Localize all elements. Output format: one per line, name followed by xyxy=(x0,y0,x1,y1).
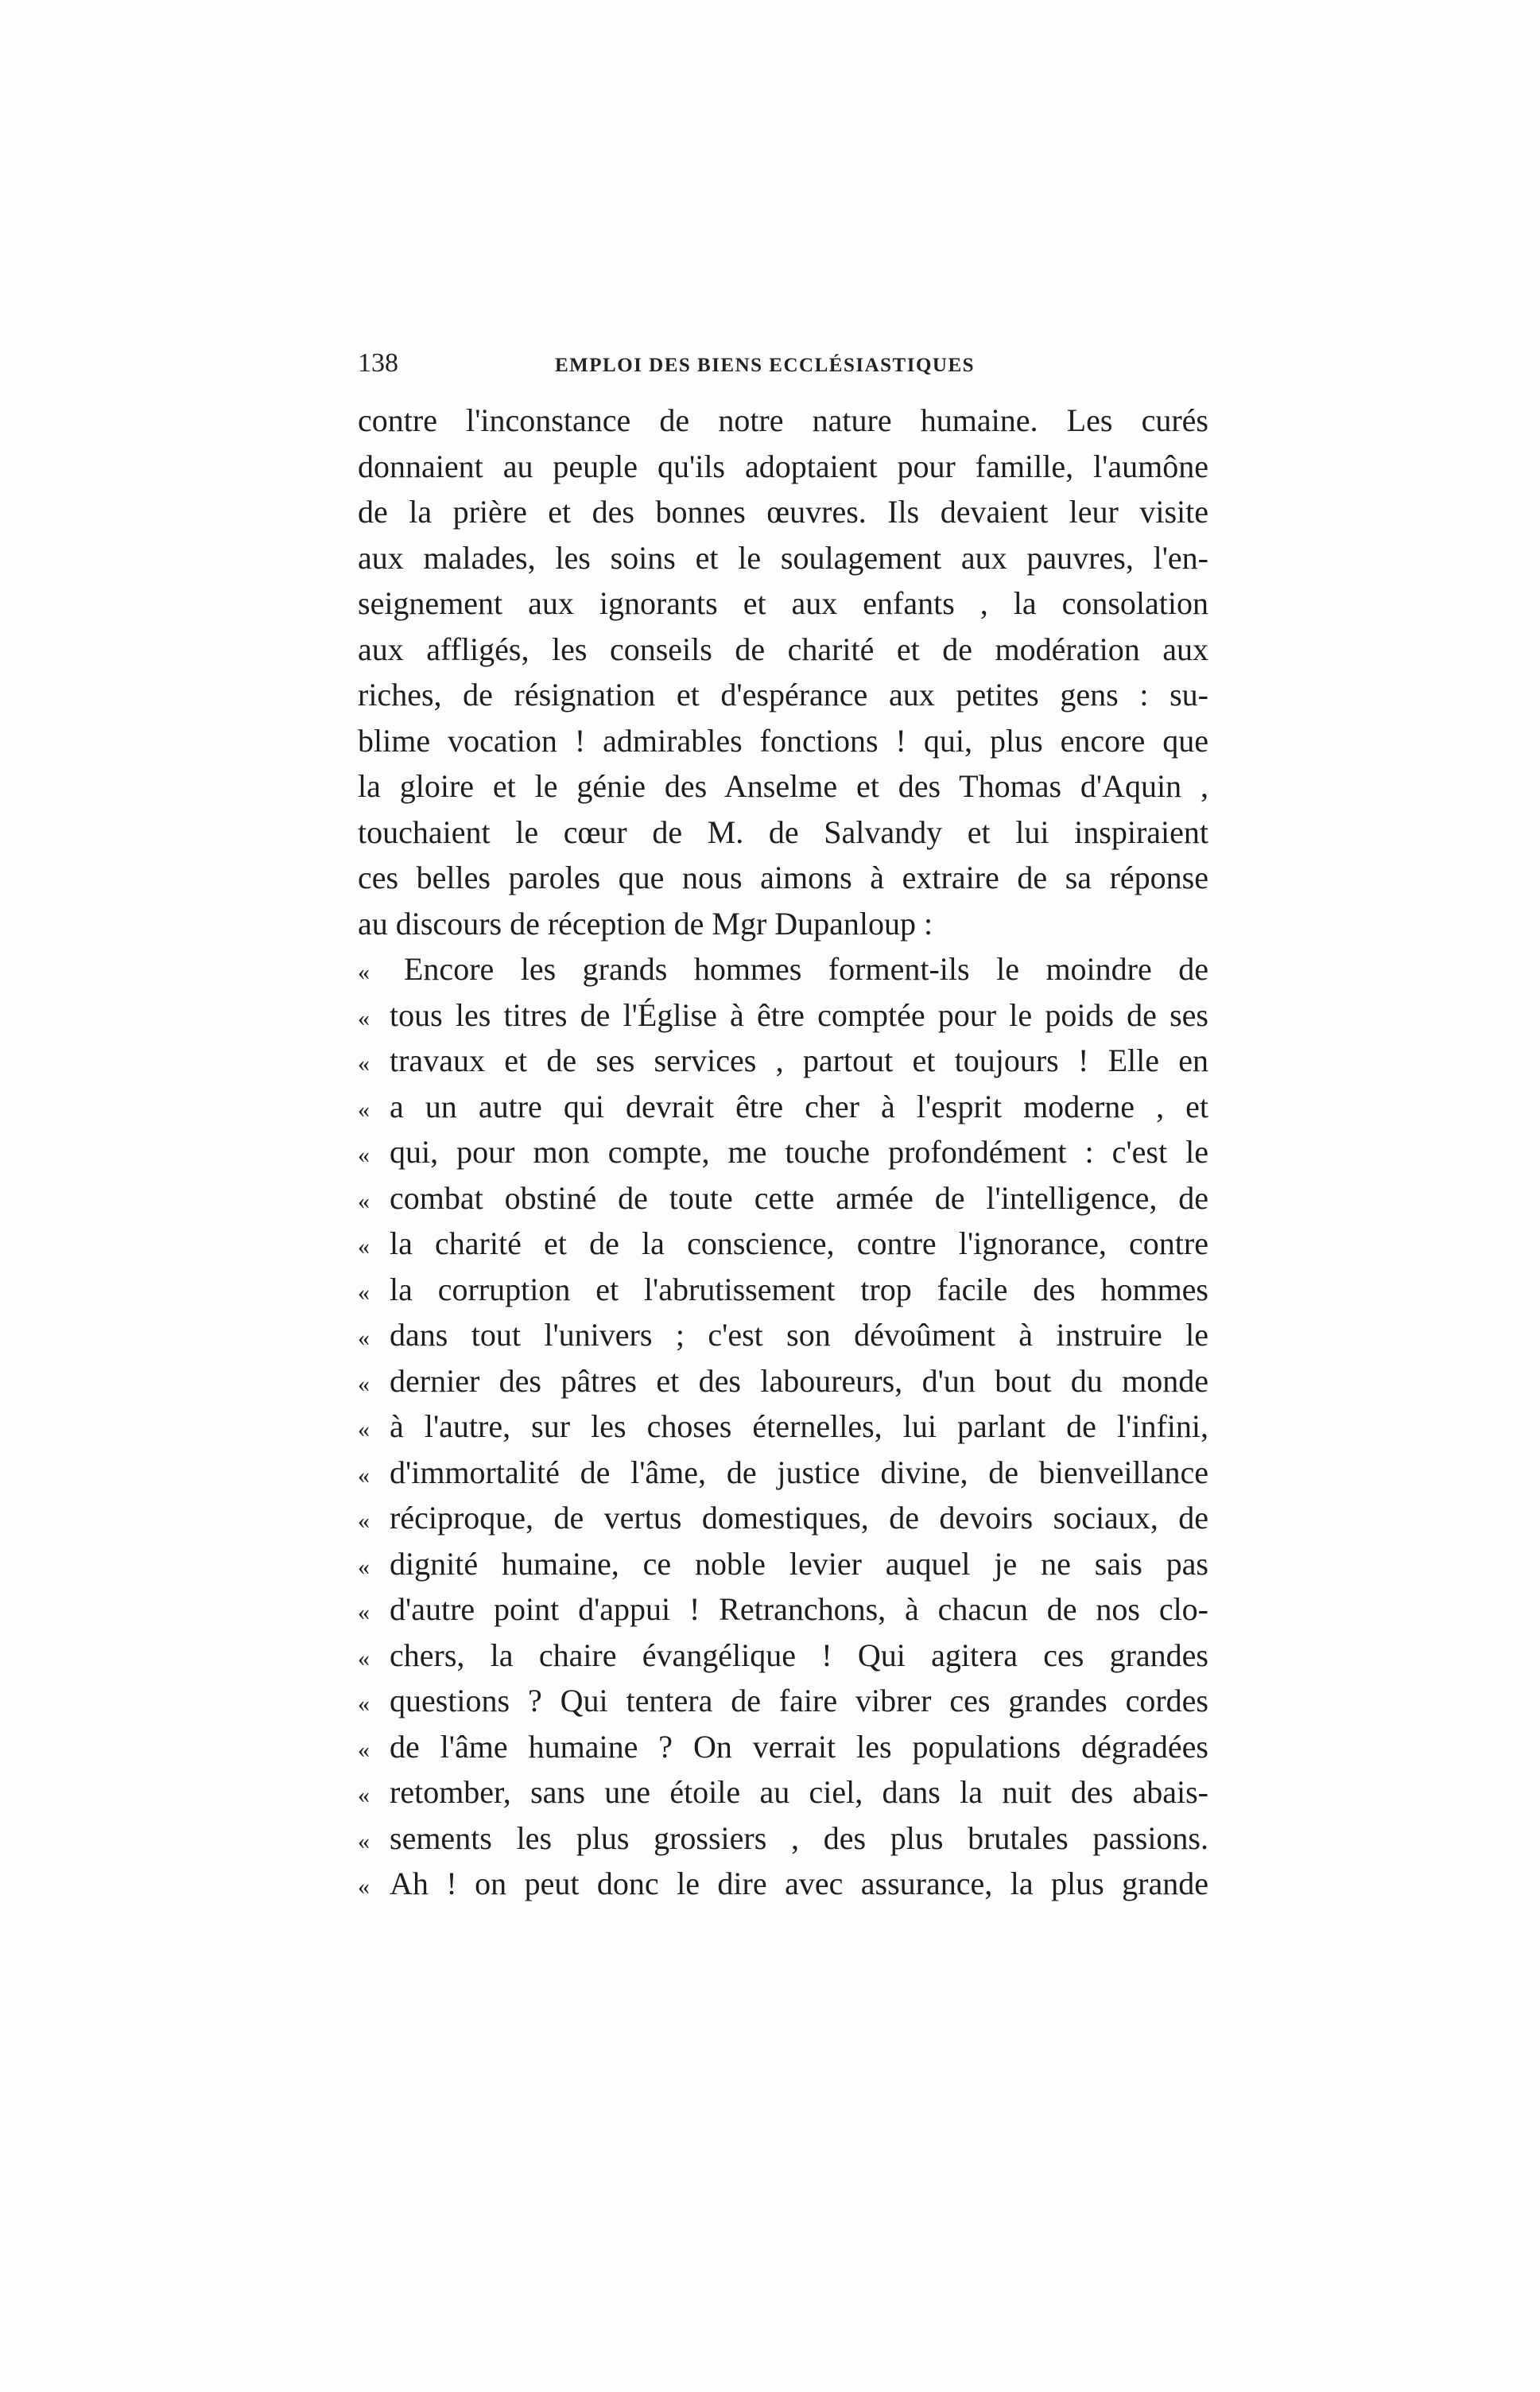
quote-line xyxy=(358,1815,1208,1862)
quote-text: travaux et de ses services , partout et toujours ! Elle en xyxy=(390,1043,1208,1078)
quote-text: sements les plus grossiers , des plus brutales passions. xyxy=(390,1819,1208,1856)
quote-text: a un autre qui devrait être cher à l'esprit moderne , et xyxy=(390,1088,1208,1124)
quote-mark: « xyxy=(358,1599,370,1625)
quote-mark: « xyxy=(358,1325,370,1351)
quote-line xyxy=(358,1129,1208,1175)
quote-text: tous les titres de l'Église à être comptée pour le poids de ses xyxy=(390,996,1208,1033)
quote-text: dernier des pâtres et des laboureurs, d'un bout du monde xyxy=(390,1362,1208,1399)
quote-text: la charité et de la conscience, contre l'ignorance, contre xyxy=(390,1225,1208,1261)
text-line: contre l'inconstance de notre nature humaine. Les curés xyxy=(358,402,1208,438)
text-line: touchaient le cœur de M. de Salvandy et lui inspiraient xyxy=(358,814,1208,850)
quote-mark: « xyxy=(358,1462,370,1489)
quote-text: questions ? Qui tentera de faire vibrer ces grandes cordes xyxy=(390,1683,1208,1718)
quote-mark: « xyxy=(358,1050,370,1077)
text-line: au discours de réception de Mgr Dupanloup : xyxy=(358,905,933,942)
page-number: 138 xyxy=(358,348,398,378)
quote-text: chers, la chaire évangélique ! Qui agitera ces grandes xyxy=(390,1637,1208,1673)
quote-mark: « xyxy=(358,1553,370,1580)
paragraph xyxy=(358,398,1208,946)
quote-mark: « xyxy=(358,1370,370,1397)
quote-text: de l'âme humaine ? On verrait les populations dégradées xyxy=(390,1728,1208,1765)
text-line: de la prière et des bonnes œuvres. Ils devaient leur visite xyxy=(358,494,1208,530)
quote-line xyxy=(358,1038,1208,1084)
quote-line xyxy=(358,1586,1208,1633)
text-line: aux malades, les soins et le soulagement aux pauvres, l'en- xyxy=(358,539,1208,576)
quote-mark: « xyxy=(358,1736,370,1763)
text-line: seignement aux ignorants et aux enfants , la consolation xyxy=(358,585,1208,621)
quote-line xyxy=(358,992,1208,1039)
quote-mark: « xyxy=(358,959,370,985)
quote-line xyxy=(358,1450,1208,1496)
quote-line xyxy=(358,1404,1208,1450)
quote-mark: « xyxy=(358,1874,370,1900)
body-text xyxy=(358,398,1208,1907)
quote-text: combat obstiné de toute cette armée de l'intelligence, de xyxy=(390,1179,1208,1216)
quote-text: la corruption et l'abrutissement trop facile des hommes xyxy=(390,1271,1208,1307)
quote-text: d'autre point d'appui ! Retranchons, à chacun de nos clo- xyxy=(390,1591,1208,1627)
quote-text: Ah ! on peut donc le dire avec assurance, la plus grande xyxy=(390,1866,1208,1901)
quote-text: dignité humaine, ce noble levier auquel je ne sais pas xyxy=(390,1545,1208,1582)
quote-text: Encore les grands hommes forment-ils le moindre de xyxy=(404,951,1208,987)
quote-mark: « xyxy=(358,1416,370,1443)
quote-text: dans tout l'univers ; c'est son dévoûment à instruire le xyxy=(390,1317,1208,1353)
quote-mark: « xyxy=(358,1691,370,1717)
quote-line xyxy=(358,1312,1208,1358)
quote-mark: « xyxy=(358,1827,370,1854)
quote-mark: « xyxy=(358,1279,370,1306)
quote-line xyxy=(358,1084,1208,1130)
quote-line xyxy=(358,1175,1208,1221)
quote-mark: « xyxy=(358,1142,370,1168)
quote-line xyxy=(358,1633,1208,1679)
quote-mark: « xyxy=(358,1233,370,1260)
text-line: blime vocation ! admirables fonctions ! qui, plus encore que xyxy=(358,722,1208,759)
quote-text: réciproque, de vertus domestiques, de devoirs sociaux, de xyxy=(390,1500,1208,1536)
text-line: la gloire et le génie des Anselme et des Thomas d'Aquin , xyxy=(358,768,1208,804)
quote-text: retomber, sans une étoile au ciel, dans la nuit des abais- xyxy=(390,1774,1208,1810)
quote-mark: « xyxy=(358,1644,370,1672)
text-line: donnaient au peuple qu'ils adoptaient pour famille, l'aumône xyxy=(358,448,1208,484)
quote-line xyxy=(358,1769,1208,1815)
quote-mark: « xyxy=(358,1187,370,1214)
text-line: aux affligés, les conseils de charité et de modération aux xyxy=(358,631,1208,667)
quote-line xyxy=(358,1221,1208,1267)
quote-line xyxy=(358,1861,1208,1907)
quote-text: à l'autre, sur les choses éternelles, lui parlant de l'infini, xyxy=(390,1408,1208,1444)
quote-line xyxy=(358,1541,1208,1587)
quote-line xyxy=(358,1678,1208,1724)
quote-mark: « xyxy=(358,1782,370,1808)
text-line: riches, de résignation et d'espérance aux petites gens : su- xyxy=(358,677,1208,713)
quote-mark: « xyxy=(358,1508,370,1534)
block-quote xyxy=(358,946,1208,1907)
quote-line xyxy=(358,1267,1208,1313)
quote-line xyxy=(358,1724,1208,1770)
quote-mark: « xyxy=(358,1096,370,1123)
quote-text: d'immortalité de l'âme, de justice divine, de bienveillance xyxy=(390,1454,1208,1490)
quote-line xyxy=(358,1358,1208,1404)
text-line: ces belles paroles que nous aimons à extraire de sa réponse xyxy=(358,860,1208,895)
running-title: EMPLOI DES BIENS ECCLÉSIASTIQUES xyxy=(555,355,976,376)
quote-mark: « xyxy=(358,1004,370,1031)
quote-line xyxy=(358,946,1208,992)
page-header xyxy=(358,348,1208,388)
quote-text: qui, pour mon compte, me touche profondément : c'est le xyxy=(390,1134,1208,1170)
quote-line xyxy=(358,1495,1208,1541)
